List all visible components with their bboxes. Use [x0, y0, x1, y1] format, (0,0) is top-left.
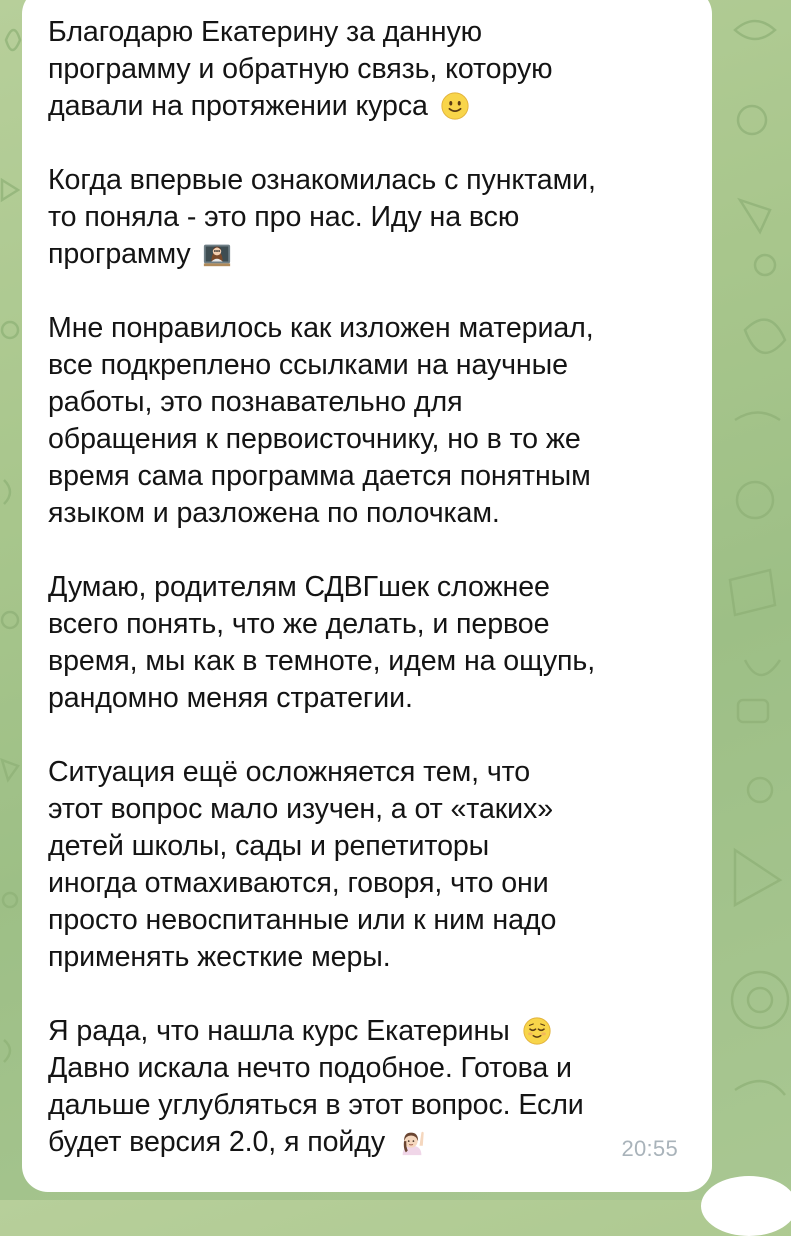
message-line: языком и разложена по полочкам. [48, 497, 500, 529]
message-line: применять жесткие меры. [48, 941, 391, 973]
message-line: дальше углубляться в этот вопрос. Если [48, 1089, 584, 1121]
message-line: Благодарю Екатерину за данную [48, 16, 483, 48]
message-line: работы, это познавательно для [48, 386, 463, 418]
slightly-smiling-face-icon [440, 91, 470, 121]
message-line: давали на протяжении курса [48, 90, 428, 122]
woman-raising-hand-icon [397, 1127, 427, 1157]
message-paragraph [48, 1013, 692, 1161]
message-line: Думаю, родителям СДВГшек сложнее [48, 571, 550, 603]
message-line: Когда впервые ознакомилась с пунктами, [48, 164, 596, 196]
message-line: время, мы как в темноте, идем на ощупь, [48, 645, 596, 677]
message-line: иногда отмахиваются, говоря, что они [48, 867, 549, 899]
message-paragraph [48, 754, 692, 976]
message-line: всего понять, что же делать, и первое [48, 608, 550, 640]
message-paragraph [48, 569, 692, 717]
message-line: Ситуация ещё осложняется тем, что [48, 756, 531, 788]
message-line: все подкреплено ссылками на научные [48, 349, 568, 381]
message-line: время сама программа дается понятным [48, 460, 591, 492]
relieved-face-icon [522, 1016, 552, 1046]
message-bubble[interactable] [22, 0, 712, 1192]
message-timestamp: 20:55 [621, 1136, 678, 1161]
message-paragraph [48, 310, 692, 532]
message-line: рандомно меняя стратегии. [48, 682, 413, 714]
message-line: Мне понравилось как изложен материал, [48, 312, 594, 344]
message-text [48, 14, 692, 1161]
message-line: будет версия 2.0, я пойду [48, 1126, 386, 1158]
message-line: то поняла - это про нас. Иду на всю [48, 201, 520, 233]
message-line: обращения к первоисточнику, но в то же [48, 423, 581, 455]
message-line: Давно искала нечто подобное. Готова и [48, 1052, 572, 1084]
message-line: программу [48, 238, 191, 270]
woman-teacher-icon [202, 239, 232, 269]
message-line: детей школы, сады и репетиторы [48, 830, 490, 862]
message-line: Я рада, что нашла курс Екатерины [48, 1015, 510, 1047]
message-line: просто невоспитанные или к ним надо [48, 904, 557, 936]
message-paragraph [48, 162, 692, 273]
message-line: программу и обратную связь, которую [48, 53, 553, 85]
message-line: этот вопрос мало изучен, а от «таких» [48, 793, 554, 825]
message-paragraph [48, 14, 692, 125]
scroll-to-bottom-button[interactable] [701, 1176, 791, 1236]
